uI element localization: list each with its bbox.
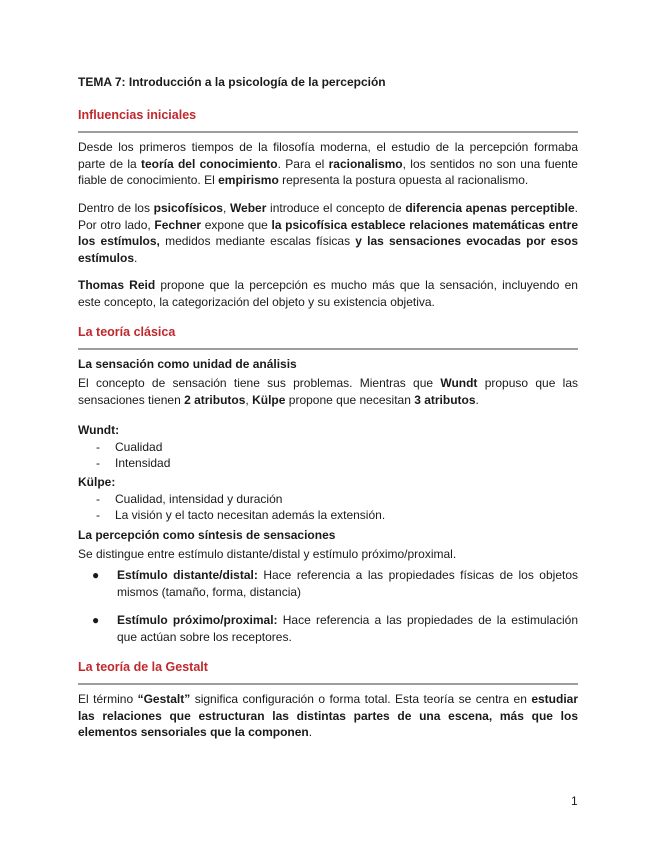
document-page: TEMA 7: Introducción a la psicología de la percepción Influencias iniciales Desde los primeros tiempos de la filosofía moderna, el estudio de la percepción formaba parte de la teoría del conocimiento. Para el racionalismo, los sentidos no son una fuente fiable de conocimiento. El empirismo representa la postura opuesta al racionalismo. Dentro de los psicofísicos, Weber introduce el concepto de diferencia apenas perceptible. Por otro lado, Fechner expone que la psicofísica establece relaciones matemáticas entre los estímulos, medidos mediante escalas físicas y las sensaciones evocadas por esos estímulos. Thomas Reid propone que la percepción es mucho más que la sensación, incluyendo en este concepto, la categorización del objeto y su existencia objetiva. La teoría clásica La sensación como unidad de análisis El concepto de sensación tiene sus problemas. Mientras que Wundt propuso que las sensaciones tienen 2 atributos, Külpe propone que necesitan 3 atributos. Wundt: - Cualidad - Intensidad Külpe: - Cualidad, intensidad y duración - La visión y el tacto necesitan además la extensión. La percepción como síntesis de sensaciones Se distingue entre estímulo distante/distal y estímulo próximo/proximal. ● Estímulo distante/distal: Hace referencia a las propiedades físicas de los objetos mismos (tamaño, forma, distancia) ● Estímulo próximo/proximal: Hace referencia a las propiedades de la estimulación que actúan sobre los receptores. La teoría de la Gestalt El término “Gestalt” significa configuración o forma total. Esta teoría se centra en estudiar las relaciones que estructuran las distintas partes de una escena, más que los elementos sensoriales que la componen. 1: [78, 75, 579, 808]
list-item: - La visión y el tacto necesitan además la extensión.: [96, 508, 386, 522]
label-wundt: Wundt:: [78, 423, 120, 437]
paragraph-psicofisicos: Dentro de los psicofísicos, Weber introduce el concepto de diferencia apenas perceptible. Por otro lado, Fechner expone que la psicofísica establece relaciones matemáticas entre los estímulos, medidos mediante escalas físicas y las sensaciones evocadas por esos estímulos.: [78, 201, 578, 265]
bullet-icon: ●: [92, 613, 100, 627]
list-item: - Intensidad: [96, 456, 171, 470]
subheading-sintesis: La percepción como síntesis de sensaciones: [78, 528, 336, 542]
section-title-gestalt: La teoría de la Gestalt: [78, 660, 208, 674]
subheading-sensacion: La sensación como unidad de análisis: [78, 357, 297, 371]
list-item: - Cualidad: [96, 440, 163, 454]
paragraph-thomas-reid: Thomas Reid propone que la percepción es mucho más que la sensación, incluyendo en este concepto, la categorización del objeto y su existencia objetiva.: [78, 278, 578, 309]
page-number: 1: [571, 794, 578, 808]
paragraph-atributos: El concepto de sensación tiene sus problemas. Mientras que Wundt propuso que las sensaciones tienen 2 atributos, Külpe propone que necesitan 3 atributos.: [78, 376, 578, 407]
section-title-teoria-clasica: La teoría clásica: [78, 325, 176, 339]
bullet-icon: ●: [92, 568, 100, 582]
section-divider: [78, 683, 578, 685]
paragraph-estimulos: Se distingue entre estímulo distante/distal y estímulo próximo/proximal.: [78, 547, 457, 561]
section-divider: [78, 348, 578, 350]
list-item: - Cualidad, intensidad y duración: [96, 492, 283, 506]
paragraph-gestalt: El término “Gestalt” significa configuración o forma total. Esta teoría se centra en estudiar las relaciones que estructuran las distintas partes de una escena, más que los elementos sensoriales que la componen.: [78, 692, 578, 739]
section-title-influencias: Influencias iniciales: [78, 108, 197, 122]
paragraph-conocimiento: Desde los primeros tiempos de la filosofía moderna, el estudio de la percepción formaba parte de la teoría del conocimiento. Para el racionalismo, los sentidos no son una fuente fiable de conocimiento. El empirismo representa la postura opuesta al racionalismo.: [78, 140, 578, 187]
label-kulpe: Külpe:: [78, 475, 116, 489]
section-divider: [78, 131, 578, 133]
document-title: TEMA 7: Introducción a la psicología de la percepción: [78, 75, 386, 89]
